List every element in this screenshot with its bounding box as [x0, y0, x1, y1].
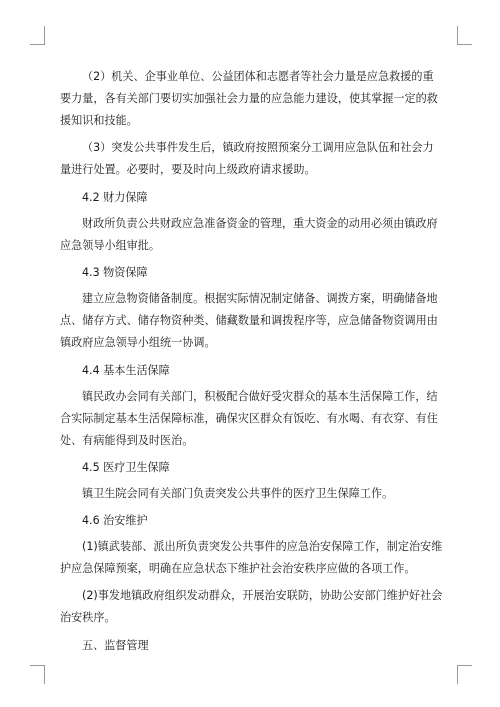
- document-body: [60, 66, 444, 661]
- crop-mark-top-left: [30, 26, 45, 45]
- heading-5-supervision: 五、监督管理: [82, 639, 149, 652]
- paragraph-security-1: (1)镇武装部、派出所负责突发公共事件的应急治安保障工作，制定治安维护应急保障预案，明确在应急状态下维护社会治安秩序应做的各项工作。: [60, 540, 443, 575]
- paragraph-medical: 镇卫生院会同有关部门负责突发公共事件的医疗卫生保障工作。: [82, 487, 394, 500]
- heading-4-2-financial: 4.2 财力保障: [82, 191, 148, 204]
- paragraph-financial: 财政所负责公共财政应急准备资金的管理，重大资金的动用必须由镇政府应急领导小组审批。: [60, 217, 438, 252]
- paragraph-dispatch: （3）突发公共事件发生后，镇政府按照预案分工调用应急队伍和社会力量进行处置。必要时，要及时向上级政府请求援助。: [60, 141, 434, 176]
- paragraph-social-forces: （2）机关、企事业单位、公益团体和志愿者等社会力量是应急救援的重要力量，各有关部门要切实加强社会力量的应急能力建设，使其掌握一定的救援知识和技能。: [60, 70, 438, 127]
- heading-4-3-materials: 4.3 物资保障: [82, 266, 148, 279]
- heading-4-5-medical: 4.5 医疗卫生保障: [82, 461, 170, 474]
- paragraph-living: 镇民政办会同有关部门，积极配合做好受灾群众的基本生活保障工作，结合实际制定基本生活保障标准，确保灾区群众有饭吃、有水喝、有衣穿、有住处、有病能得到及时医治。: [60, 390, 438, 447]
- crop-mark-bottom-left: [30, 665, 45, 684]
- crop-mark-top-right: [457, 26, 472, 45]
- paragraph-security-2: (2)事发地镇政府组织发动群众，开展治安联防，协助公安部门维护好社会治安秩序。: [60, 589, 443, 624]
- heading-4-4-living: 4.4 基本生活保障: [82, 364, 170, 377]
- crop-mark-bottom-right: [457, 665, 472, 684]
- heading-4-6-security: 4.6 治安维护: [82, 514, 148, 527]
- paragraph-materials: 建立应急物资储备制度。根据实际情况制定储备、调拨方案，明确储备地点、储存方式、储存物资种类、储藏数量和调拨程序等，应急储备物资调用由镇政府应急领导小组统一协调。: [60, 292, 438, 349]
